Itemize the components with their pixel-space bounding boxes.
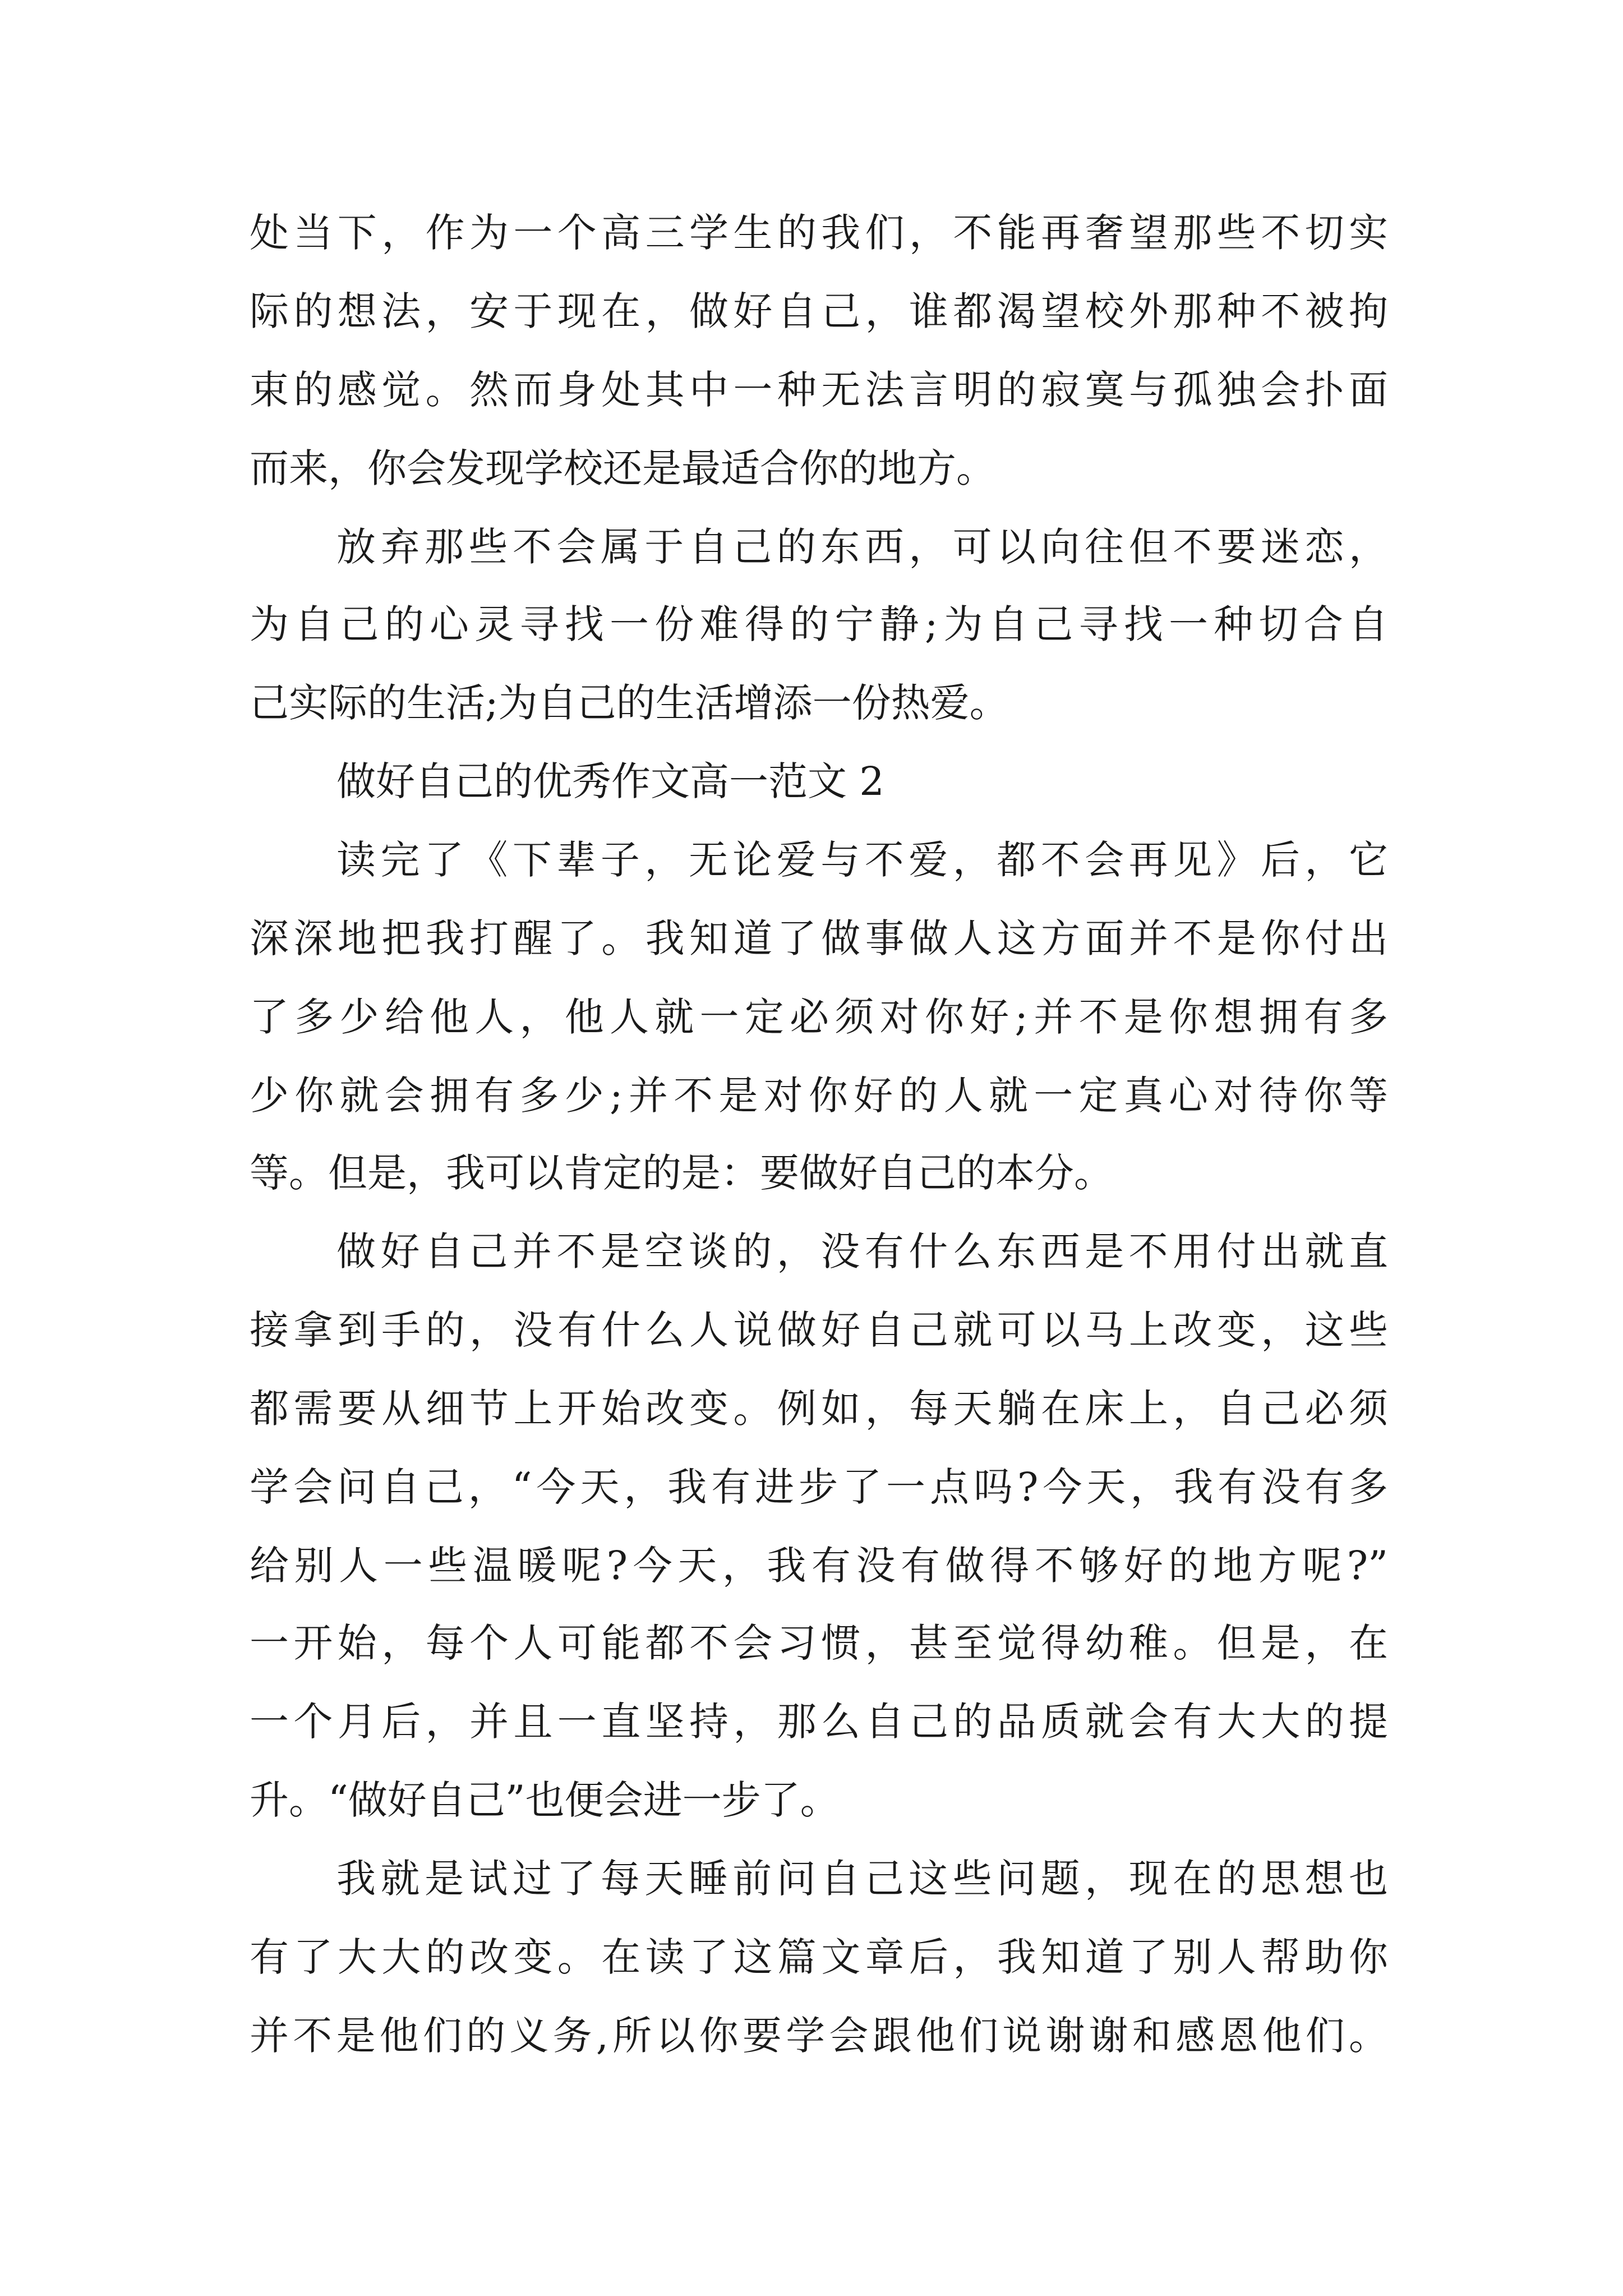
text-line: 处当下，作为一个高三学生的我们，不能再奢望那些不切实: [250, 210, 1388, 256]
text-line: 了多少给他人，他人就一定必须对你好;并不是你想拥有多: [250, 994, 1388, 1040]
paragraph-first-line: 读完了《下辈子，无论爱与不爱，都不会再见》后，它: [336, 837, 1388, 883]
text-line: 都需要从细节上开始改变。例如，每天躺在床上，自己必须: [250, 1386, 1388, 1432]
text-line: 给别人一些温暖呢?今天，我有没有做得不够好的地方呢?”: [250, 1543, 1388, 1589]
text-line: 升。“做好自己”也便会进一步了。: [250, 1777, 840, 1823]
text-line: 有了大大的改变。在读了这篇文章后，我知道了别人帮助你: [250, 1934, 1388, 1980]
text-line: 束的感觉。然而身处其中一种无法言明的寂寞与孤独会扑面: [250, 367, 1388, 413]
text-line: 一开始，每个人可能都不会习惯，甚至觉得幼稚。但是，在: [250, 1620, 1388, 1666]
text-line: 一个月后，并且一直坚持，那么自己的品质就会有大大的提: [250, 1699, 1388, 1745]
text-line: 深深地把我打醒了。我知道了做事做人这方面并不是你付出: [250, 915, 1388, 961]
text-line: 己实际的生活;为自己的生活增添一份热爱。: [250, 680, 1009, 726]
paragraph-first-line: 我就是试过了每天睡前问自己这些问题，现在的思想也: [336, 1856, 1388, 1902]
text-line: 学会问自己，“今天，我有进步了一点吗?今天，我有没有多: [250, 1464, 1388, 1510]
text-line: 际的想法，安于现在，做好自己，谁都渴望校外那种不被拘: [250, 288, 1388, 334]
text-line: 少你就会拥有多少;并不是对你好的人就一定真心对待你等: [250, 1073, 1388, 1119]
section-heading: 做好自己的优秀作文高一范文 2: [336, 758, 884, 804]
text-line: 为自己的心灵寻找一份难得的宁静;为自己寻找一种切合自: [250, 601, 1388, 647]
paragraph-first-line: 放弃那些不会属于自己的东西，可以向往但不要迷恋，: [336, 524, 1388, 570]
text-line: 而来，你会发现学校还是最适合你的地方。: [250, 445, 995, 491]
paragraph-first-line: 做好自己并不是空谈的，没有什么东西是不用付出就直: [336, 1228, 1388, 1274]
text-line: 等。但是，我可以肯定的是：要做好自己的本分。: [250, 1150, 1113, 1196]
text-line: 接拿到手的，没有什么人说做好自己就可以马上改变，这些: [250, 1307, 1388, 1353]
text-line: 并不是他们的义务,所以你要学会跟他们说谢谢和感恩他们。: [250, 2013, 1388, 2059]
